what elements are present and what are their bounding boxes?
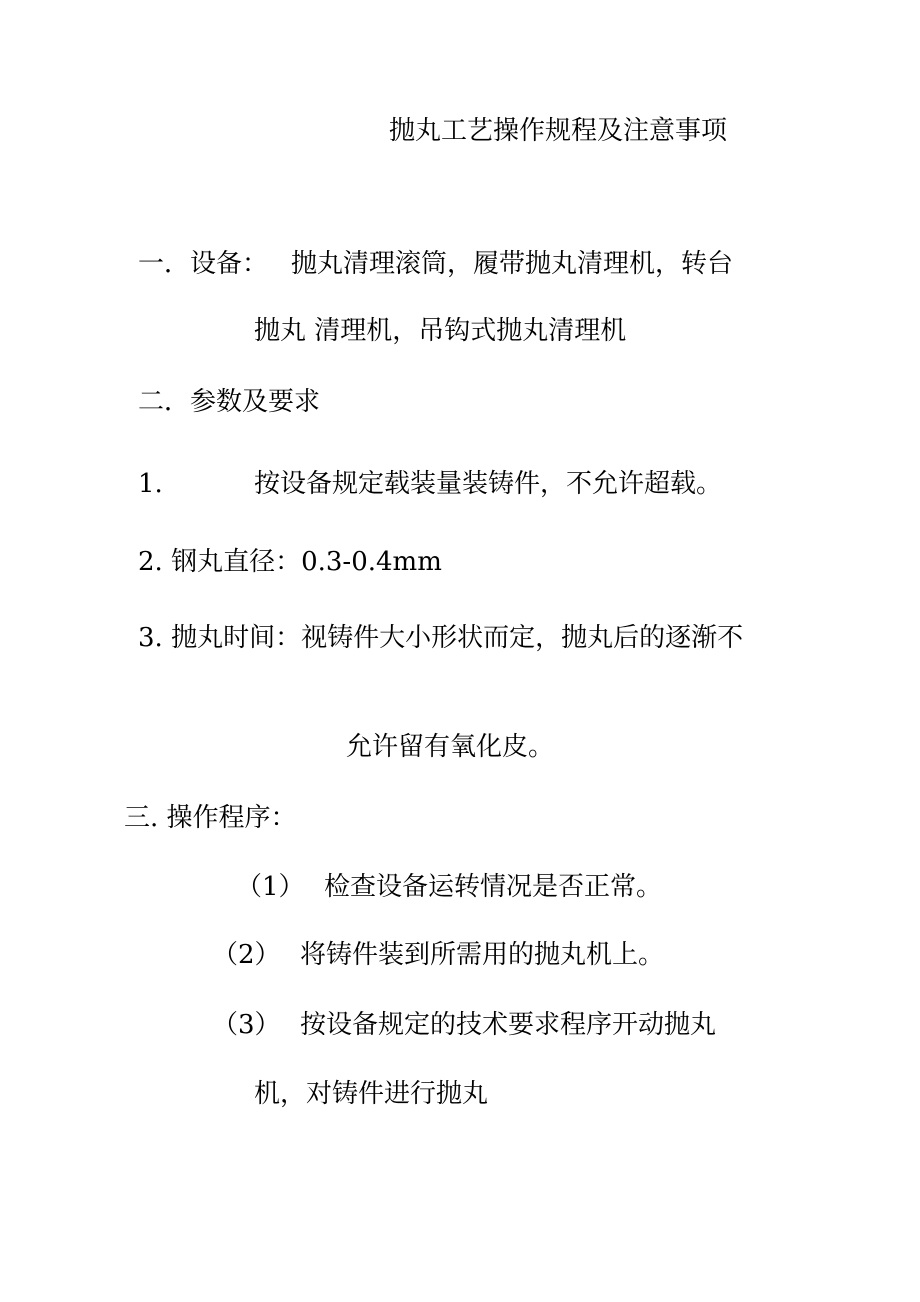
step-1-text: 检查设备运转情况是否正常。 xyxy=(324,872,663,902)
item-1-number: 1. xyxy=(138,469,163,499)
section-3-label: 三. 操作程序： xyxy=(124,803,297,833)
step-3-number: （3） xyxy=(212,1010,281,1040)
item-2-text: 2. 钢丸直径：0.3-0.4mm xyxy=(138,547,442,577)
item-3-continuation: 允许留有氧化皮。 xyxy=(346,732,555,762)
document-title: 抛丸工艺操作规程及注意事项 xyxy=(389,116,728,146)
step-3-text: 按设备规定的技术要求程序开动抛丸 xyxy=(300,1010,717,1040)
section-1-continuation: 抛丸 清理机，吊钩式抛丸清理机 xyxy=(254,316,627,346)
item-3-text: 3. 抛丸时间：视铸件大小形状而定，抛丸后的逐渐不 xyxy=(138,623,744,653)
step-1-number: （1） xyxy=(236,872,305,902)
step-2-number: （2） xyxy=(212,940,281,970)
section-1-label: 一．设备： xyxy=(138,249,269,279)
section-1-text: 抛丸清理滚筒，履带抛丸清理机，转台 xyxy=(291,249,734,279)
section-2-label: 二．参数及要求 xyxy=(138,387,321,417)
item-1-text: 按设备规定载装量装铸件，不允许超载。 xyxy=(254,469,723,499)
step-3-continuation: 机，对铸件进行抛丸 xyxy=(254,1079,489,1109)
step-2-text: 将铸件装到所需用的抛丸机上。 xyxy=(300,940,665,970)
